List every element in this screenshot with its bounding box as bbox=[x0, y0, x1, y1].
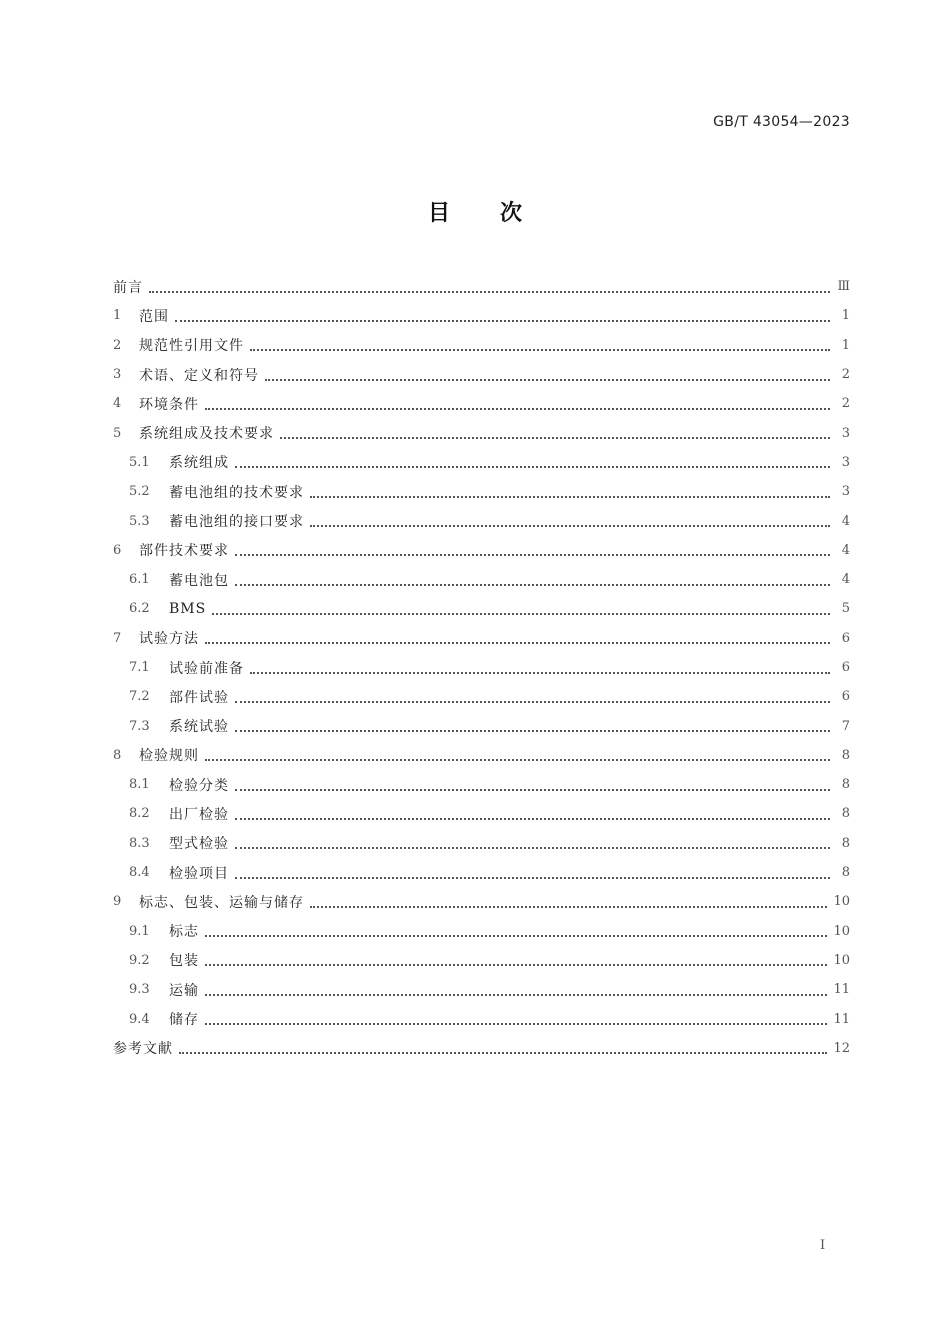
toc-entry-label: 蓄电池包 bbox=[169, 572, 229, 589]
toc-entry[interactable] bbox=[113, 301, 850, 330]
toc-leader-dots bbox=[205, 1009, 827, 1025]
toc-entry-number: 6.2 bbox=[129, 601, 150, 617]
toc-entry-page: 3 bbox=[841, 425, 850, 441]
toc-entry-number: 5.1 bbox=[129, 454, 150, 470]
toc-entry-label: 检验项目 bbox=[169, 865, 229, 882]
toc-entry[interactable] bbox=[113, 389, 850, 418]
toc-entry-page: 10 bbox=[833, 894, 850, 910]
toc-entry-label: 运输 bbox=[169, 982, 199, 999]
toc-entry-number: 7.2 bbox=[129, 689, 150, 705]
toc-entry-label: 环境条件 bbox=[139, 396, 199, 413]
toc-leader-dots bbox=[235, 540, 830, 556]
toc-entry-label: 试验前准备 bbox=[169, 660, 244, 677]
toc-entry-label: 系统组成及技术要求 bbox=[139, 426, 274, 443]
toc-entry[interactable] bbox=[113, 946, 850, 975]
toc-leader-dots bbox=[205, 921, 827, 937]
toc-entry-label: 标志 bbox=[169, 924, 199, 941]
toc-entry-page: 10 bbox=[833, 923, 850, 939]
toc-entry-number: 5 bbox=[113, 425, 122, 441]
toc-entry-label: 前言 bbox=[113, 279, 143, 296]
toc-entry-number: 9 bbox=[113, 894, 122, 910]
toc-entry-label: BMS bbox=[169, 600, 207, 617]
toc-entry-page: 11 bbox=[833, 982, 850, 998]
toc-entry[interactable] bbox=[113, 1004, 850, 1033]
toc-entry[interactable] bbox=[113, 682, 850, 711]
toc-entry[interactable] bbox=[113, 1034, 850, 1063]
toc-entry-page: 8 bbox=[841, 835, 850, 851]
toc-entry[interactable] bbox=[113, 711, 850, 740]
toc-entry-number: 7.1 bbox=[129, 660, 150, 675]
toc-entry-page: 8 bbox=[841, 865, 850, 881]
toc-entry-label: 检验规则 bbox=[139, 748, 199, 765]
toc-entry[interactable] bbox=[113, 653, 850, 682]
toc-entry-number: 5.2 bbox=[129, 484, 150, 500]
toc-entry[interactable] bbox=[113, 829, 850, 858]
toc-entry-number: 8.1 bbox=[129, 777, 150, 793]
toc-entry-page: 6 bbox=[841, 689, 850, 705]
toc-entry-number: 4 bbox=[113, 396, 122, 412]
toc-entry[interactable] bbox=[113, 536, 850, 565]
toc-leader-dots bbox=[250, 335, 830, 351]
toc-entry-number: 8.2 bbox=[129, 806, 150, 822]
toc-entry[interactable] bbox=[113, 770, 850, 799]
toc-leader-dots bbox=[265, 365, 830, 381]
toc-leader-dots bbox=[212, 599, 830, 615]
toc-entry[interactable] bbox=[113, 594, 850, 623]
toc-entry[interactable] bbox=[113, 477, 850, 506]
toc-entry-page: 8 bbox=[841, 747, 850, 763]
toc-entry-page: 8 bbox=[841, 806, 850, 822]
toc-entry-page: 8 bbox=[841, 777, 850, 793]
toc-entry-label: 型式检验 bbox=[169, 836, 229, 853]
toc-entry-page: 3 bbox=[841, 484, 850, 500]
toc-entry-page: Ⅲ bbox=[837, 279, 850, 295]
toc-entry-label: 部件技术要求 bbox=[139, 543, 229, 560]
toc-entry-page: 1 bbox=[841, 308, 850, 324]
toc-leader-dots bbox=[235, 716, 830, 732]
toc-entry-label: 检验分类 bbox=[169, 777, 229, 794]
toc-entry-number: 6 bbox=[113, 542, 122, 558]
toc-entry-page: 7 bbox=[841, 718, 850, 734]
toc-entry-label: 术语、定义和符号 bbox=[139, 367, 259, 384]
toc-leader-dots bbox=[235, 775, 830, 791]
toc-leader-dots bbox=[149, 277, 830, 293]
toc-leader-dots bbox=[235, 452, 830, 468]
toc-entry-page: 11 bbox=[833, 1011, 850, 1027]
toc-entry[interactable] bbox=[113, 418, 850, 447]
toc-entry-number: 9.4 bbox=[129, 1011, 150, 1027]
toc-entry-number: 8 bbox=[113, 747, 122, 763]
toc-entry-page: 2 bbox=[841, 396, 850, 412]
toc-entry-label: 试验方法 bbox=[139, 631, 199, 648]
toc-entry[interactable] bbox=[113, 799, 850, 828]
toc-leader-dots bbox=[310, 482, 830, 498]
toc-entry-number: 1 bbox=[113, 308, 122, 324]
toc-leader-dots bbox=[205, 745, 830, 761]
toc-entry-label: 系统试验 bbox=[169, 719, 229, 736]
toc-leader-dots bbox=[235, 833, 830, 849]
toc-leader-dots bbox=[310, 892, 827, 908]
page-title bbox=[0, 196, 950, 227]
title-part-2: 次 bbox=[500, 201, 523, 226]
toc-entry-label: 参考文献 bbox=[113, 1041, 173, 1058]
standard-number: GB/T 43054—2023 bbox=[713, 114, 850, 130]
toc-entry-page: 2 bbox=[841, 367, 850, 383]
toc-entry-label: 蓄电池组的接口要求 bbox=[169, 514, 304, 531]
toc-entry[interactable] bbox=[113, 624, 850, 653]
toc-entry-number: 7.3 bbox=[129, 718, 150, 734]
toc-entry-label: 系统组成 bbox=[169, 455, 229, 472]
toc-leader-dots bbox=[205, 628, 830, 644]
toc-entry-number: 6.1 bbox=[129, 572, 150, 588]
toc-entry-number: 9.3 bbox=[129, 982, 150, 998]
toc-leader-dots bbox=[179, 1038, 827, 1054]
toc-entry[interactable] bbox=[113, 858, 850, 887]
toc-leader-dots bbox=[175, 306, 830, 322]
toc-entry-page: 12 bbox=[833, 1040, 850, 1056]
page-number: I bbox=[820, 1238, 826, 1253]
toc-leader-dots bbox=[250, 658, 830, 674]
toc-leader-dots bbox=[205, 394, 830, 410]
toc-entry-page: 1 bbox=[841, 337, 850, 353]
toc-leader-dots bbox=[235, 863, 830, 879]
toc-entry-number: 2 bbox=[113, 337, 122, 353]
toc-entry-label: 蓄电池组的技术要求 bbox=[169, 484, 304, 501]
toc-leader-dots bbox=[235, 570, 830, 586]
toc-entry[interactable] bbox=[113, 331, 850, 360]
toc-entry[interactable] bbox=[113, 741, 850, 770]
toc-leader-dots bbox=[205, 980, 827, 996]
toc-entry-label: 部件试验 bbox=[169, 689, 229, 706]
toc-leader-dots bbox=[235, 687, 830, 703]
toc-entry-page: 4 bbox=[841, 572, 850, 588]
toc-entry[interactable] bbox=[113, 506, 850, 535]
toc-entry-page: 6 bbox=[841, 630, 850, 646]
toc-entry-number: 5.3 bbox=[129, 513, 150, 529]
toc-entry-number: 8.3 bbox=[129, 835, 150, 851]
toc-entry-number: 7 bbox=[113, 630, 122, 646]
toc-entry-number: 9.1 bbox=[129, 923, 150, 939]
toc-entry-number: 8.4 bbox=[129, 865, 150, 881]
toc-entry-label: 标志、包装、运输与储存 bbox=[139, 894, 304, 911]
toc-entry-number: 9.2 bbox=[129, 952, 150, 968]
toc-entry-label: 范围 bbox=[139, 308, 169, 325]
toc-entry[interactable] bbox=[113, 887, 850, 916]
toc-leader-dots bbox=[235, 804, 830, 820]
toc-entry-number: 3 bbox=[113, 367, 122, 383]
toc-entry-page: 6 bbox=[841, 660, 850, 675]
toc-entry[interactable] bbox=[113, 360, 850, 389]
toc-entry-page: 4 bbox=[841, 513, 850, 529]
toc-entry[interactable] bbox=[113, 272, 850, 301]
toc-entry-label: 包装 bbox=[169, 953, 199, 970]
toc-leader-dots bbox=[310, 511, 830, 527]
toc-leader-dots bbox=[280, 423, 830, 439]
toc-entry[interactable] bbox=[113, 917, 850, 946]
toc-leader-dots bbox=[205, 950, 827, 966]
toc-entry-page: 3 bbox=[841, 454, 850, 470]
table-of-contents bbox=[113, 272, 850, 1063]
toc-entry-label: 出厂检验 bbox=[169, 806, 229, 823]
toc-entry-page: 5 bbox=[841, 601, 850, 617]
toc-entry-label: 储存 bbox=[169, 1012, 199, 1029]
toc-entry-page: 4 bbox=[841, 542, 850, 558]
toc-entry[interactable] bbox=[113, 448, 850, 477]
toc-entry-page: 10 bbox=[833, 952, 850, 968]
toc-entry[interactable] bbox=[113, 565, 850, 594]
title-part-1: 目 bbox=[427, 201, 450, 226]
toc-entry-label: 规范性引用文件 bbox=[139, 338, 244, 355]
toc-entry[interactable] bbox=[113, 975, 850, 1004]
